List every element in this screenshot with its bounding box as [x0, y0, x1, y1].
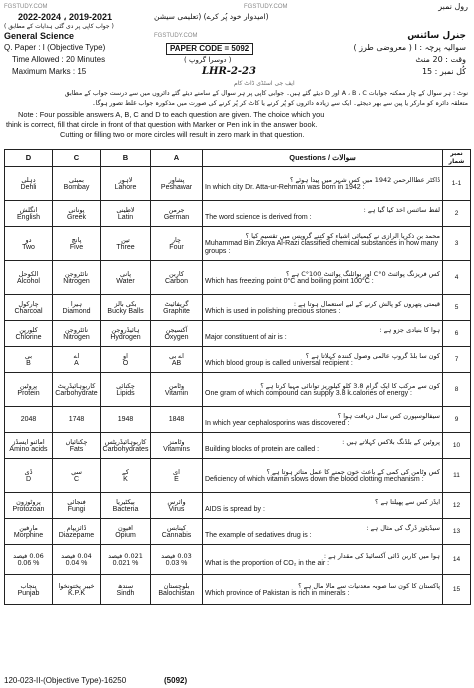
option-a [151, 407, 203, 433]
option-a-english: Peshawar [160, 183, 193, 191]
max-marks: Maximum Marks : 15 [12, 67, 87, 76]
option-b-urdu: بکی بالز [114, 299, 137, 308]
option-a [151, 545, 203, 575]
option-d-urdu: پروٹوزون [16, 497, 41, 506]
option-b-urdu: کاربوہائیڈریٹس [104, 437, 147, 446]
option-d [5, 227, 53, 261]
option-d-urdu: دو [25, 235, 32, 244]
question-urdu: پاکستان کا کون سا صوبہ معدنیات سے مالا مال ہے ؟ [298, 581, 440, 590]
option-c [53, 493, 101, 519]
question-english: One gram of which compound can supply 3.8 k.calories of energy : [205, 389, 412, 397]
question-row [5, 545, 471, 575]
question-english: The example of sedatives drug is : [205, 531, 312, 539]
question-number: 2 [443, 201, 471, 227]
option-b-english: Hydrogen [110, 333, 141, 341]
question-text [203, 433, 443, 459]
option-c-english: 1748 [68, 415, 85, 423]
subject-urdu: جنرل سائنس [407, 31, 466, 41]
option-a-english: Carbon [165, 277, 188, 285]
exam-paper: FGSTUDY.COM FGSTUDY.COM رول نمبر 2022-2024 ، 2019-2021 (امیدوار خود پُر کرے) (تعلیمی سیشن ( جواب کاپی پر دی گئی ہدایات کے مطابق ) General Science FGSTUDY.COM جنرل سائنس Q. Paper : I (Objective Type) PAPER CODE = 5092 سوالیہ پرچہ : I ( معروضی طرز ) Time Allowed : 20 Minutes ( دوسرا گروپ ) وقت : 20 منٹ Maximum Marks : 15 LHR-2-23 کُل نمبر : 15 ایف جی اسٹڈی ڈاٹ کام نوٹ : ہر سوال کے چار ممکنہ جوابات A ، B ، C اور D دیئے گئے ہیں۔ جوابی کاپی پر ہر سوال کے سامنے دیئے گئے دائروں میں سے درست جواب کے مطابق متعلقہ دائرہ کو مارکر یا پین سے بھر دیجئے۔ ایک سے زیادہ دائروں کو پُر کرنے یا کاٹ کر پُر کرنے کی صورت میں مذکورہ جواب غلط تصور ہوگا۔ Note : Four possible answers A, B, C and D to each question are given. The choice which you think is correct, fill that circle in front of that question with Marker or Pen ink in the answer book. Cutting or filling two or more circles will result in zero mark in that question. D C B A Questions / سوالات نمبر شمار دہلی Dehli بمبئی Bombay لاہور Lahore پشاور Peshawar ڈاکٹر عطاالرحمن 1942 میں کس شہر میں پیدا ہوئے ؟ In which city Dr. Atta-ur-Rehman was born in 1942 : 1-1 انگلش English یونانی Greek لاطینی Latin جرمن German لفظ سائنس اخذ کیا گیا ہے : The word science is derived from : 2 دو Two پانچ Five تین Three چار Four محمد بن ذکریا الرازی نے کیمیائی اشیاء کو کتنے گروپس میں تقسیم کیا ؟ Muhammad Bin Zikrya Al-Razi classified chemical substances in how many groups : 3 الکوحل Alcohol نائٹروجن Nitrogen پانی Water کاربن Carbon کس فریزنگ پوائنٹ 0°C اور بوائلنگ پوائنٹ 100°C ہے ؟ Which has freezing point 0°C and boiling point 100°C : 4 چارکول Charcoal ہیرا Diamond بکی بالز Bucky Balls گریفائیٹ Graphite قیمتی پتھروں کو پالش کرنے کے لیے استعمال ہوتا ہے : Which is used in polishing precious stones : 5 کلورین Chlorine نائٹروجن Nitrogen ہائیڈروجن Hydrogen آکسیجن Oxygen ہوا کا بنیادی جزو ہے : Major constituent of air is : 6 بی B اے A او O اے بی AB کون سا بلڈ گروپ عالمی وصول کنندہ کہلاتا ہے ؟ Which blood group is called universal recipient : 7 پروٹین Protein کاربوہائیڈریٹ Carbohydrate چکنائی Lipids وٹامن Vitamin کون سے مرکب کا ایک گرام 3.8 کلو کیلوریز توانائی مہیا کرتا ہے ؟ One gram of which compound can supply 3.8 k.calories of energy : 8 2048 1748 1948 1848 سیفالوسپورن کس سال دریافت ہوا ؟ In which year cephalosporins was discovered : 9 امائنو ایسڈز Amino acids چکنائیاں Fats کاربوہائیڈریٹس Carbohydrates وٹامنز Vitamins پروٹین کے بلڈنگ بلاکس کہلاتے ہیں : Building blocks of protein are called : 10 ڈی D سی C کے K ای E کس وٹامن کی کمی کے باعث خون جمنے کا عمل متاثر ہوتا ہے ؟ Deficiency of which vitamin slows down the blood clotting mechanism : 11 پروٹوزون Protozoan فنجائی Fungi بیکٹیریا Bacteria وائرس Virus ایڈز کس سے پھیلتا ہے ؟ AIDS is spread by : 12 مارفین Morphine ڈائزیپام Diazepame افیون Opium کینابس Cannabis سیڈیٹوز ڈرگ کی مثال ہے : The example of sedatives drug is : 13 0.06 فیصد 0.06 % 0.04 فیصد 0.04 % 0.021 فیصد 0.021 % 0.03 فیصد 0.03 % ہوا میں کاربن ڈائی آکسائیڈ کی مقدار ہے : What is the proportion of CO₂ in the air : 14 پنجاب Punjab خیبر پختونخوا K.P.K سندھ Sindh بلوچستان Balochistan پاکستان کا کون سا صوبہ معدنیات سے مالا مال ہے ؟ Which province of Pakistan is rich in minerals : 15 120-023-II-(Objective Type)-16250 (5092) [0, 0, 474, 688]
question-number: 11 [443, 459, 471, 493]
option-b-urdu: بیکٹیریا [116, 497, 135, 506]
question-number: 8 [443, 373, 471, 407]
option-b-english: Sindh [116, 589, 135, 597]
question-text [203, 575, 443, 605]
option-b-english: K [123, 475, 128, 483]
question-urdu: ایڈز کس سے پھیلتا ہے ؟ [374, 497, 440, 506]
option-b [101, 493, 151, 519]
option-a [151, 261, 203, 295]
question-text [203, 295, 443, 321]
option-a-urdu: ای [173, 467, 180, 476]
option-b [101, 373, 151, 407]
option-b [101, 347, 151, 373]
option-a-urdu: بلوچستان [163, 581, 190, 590]
option-d [5, 321, 53, 347]
question-row [5, 347, 471, 373]
time-urdu: وقت : 20 منٹ [415, 55, 466, 64]
option-b [101, 201, 151, 227]
question-number: 9 [443, 407, 471, 433]
option-d-english: Two [22, 243, 35, 251]
option-a-urdu: آکسیجن [165, 325, 188, 334]
question-urdu: کس وٹامن کی کمی کے باعث خون جمنے کا عمل متاثر ہوتا ہے ؟ [266, 467, 440, 476]
question-row [5, 295, 471, 321]
option-b [101, 459, 151, 493]
option-d-english: Punjab [17, 589, 40, 597]
option-a-urdu: وائرس [167, 497, 186, 506]
option-b-urdu: سندھ [117, 581, 134, 590]
option-a-english: German [163, 213, 190, 221]
question-english: Which blood group is called universal recipient : [205, 359, 353, 367]
option-a-english: 1848 [168, 415, 185, 423]
question-row [5, 519, 471, 545]
option-d-english: Morphine [13, 531, 44, 539]
option-c-english: Nitrogen [63, 277, 90, 285]
question-number: 15 [443, 575, 471, 605]
question-urdu: لفظ سائنس اخذ کیا گیا ہے : [363, 205, 440, 214]
option-d-english: English [17, 213, 40, 221]
option-b [101, 519, 151, 545]
question-urdu: محمد بن ذکریا الرازی نے کیمیائی اشیاء کو کتنے گروپس میں تقسیم کیا ؟ [245, 231, 440, 240]
question-text [203, 493, 443, 519]
option-b-urdu: چکنائی [116, 381, 135, 390]
option-c-english: Carbohydrate [55, 389, 98, 397]
option-c-urdu: نائٹروجن [64, 269, 89, 278]
question-english: Building blocks of protein are called : [205, 445, 320, 453]
option-c-english: Five [69, 243, 84, 251]
option-a-english: Virus [168, 505, 185, 513]
option-a-urdu: پشاور [168, 175, 185, 184]
option-b-urdu: لاطینی [116, 205, 135, 214]
footer-code: (5092) [164, 676, 188, 685]
option-d [5, 347, 53, 373]
option-d [5, 433, 53, 459]
option-b-english: Water [116, 277, 135, 285]
option-c-urdu: فنجائی [67, 497, 86, 506]
option-d-urdu: بی [24, 351, 33, 360]
option-d-urdu: چارکول [18, 299, 39, 308]
option-c-english: A [74, 359, 79, 367]
option-c [53, 459, 101, 493]
question-row [5, 321, 471, 347]
option-a [151, 347, 203, 373]
option-d-urdu: ڈی [24, 467, 33, 476]
question-text [203, 261, 443, 295]
option-c [53, 201, 101, 227]
subject-english: General Science [4, 31, 75, 41]
option-a [151, 519, 203, 545]
option-d [5, 493, 53, 519]
option-d-urdu: پنجاب [20, 581, 37, 590]
option-d-urdu: 0.06 فیصد [13, 551, 44, 560]
question-urdu: کس فریزنگ پوائنٹ 0°C اور بوائلنگ پوائنٹ 100°C ہے ؟ [286, 269, 440, 278]
option-d [5, 459, 53, 493]
option-d-urdu: امائنو ایسڈز [12, 437, 45, 446]
option-a [151, 295, 203, 321]
column-questions-header: Questions / سوالات [203, 150, 443, 167]
option-b [101, 321, 151, 347]
question-number: 13 [443, 519, 471, 545]
option-c-english: K.P.K [68, 589, 85, 597]
option-b [101, 227, 151, 261]
option-b [101, 433, 151, 459]
paper-english: Q. Paper : I (Objective Type) [4, 43, 106, 52]
option-a [151, 575, 203, 605]
option-a-urdu: کاربن [169, 269, 184, 278]
option-a-english: E [174, 475, 179, 483]
option-b-urdu: 0.021 فیصد [108, 551, 143, 560]
option-d-urdu: مارفین [19, 523, 38, 532]
option-c-urdu: پانچ [71, 235, 82, 244]
option-b [101, 295, 151, 321]
option-a-urdu: اے بی [169, 351, 184, 360]
question-text [203, 545, 443, 575]
option-c-urdu: سی [71, 467, 82, 476]
question-number: 1-1 [443, 167, 471, 201]
watermark-mid: FGSTUDY.COM [154, 33, 198, 39]
question-row [5, 433, 471, 459]
question-text [203, 347, 443, 373]
question-english: Major constituent of air is : [205, 333, 287, 341]
question-row [5, 575, 471, 605]
option-c-urdu: اے [73, 351, 80, 360]
group-urdu: ( دوسرا گروپ ) [184, 56, 232, 64]
question-number: 7 [443, 347, 471, 373]
question-text [203, 227, 443, 261]
option-d-urdu: الکوحل [18, 269, 39, 278]
sessions: 2022-2024 ، 2019-2021 [18, 12, 112, 22]
option-c-english: Nitrogen [63, 333, 90, 341]
option-d-english: Protozoan [12, 505, 45, 513]
option-b-english: O [122, 359, 129, 367]
column-c-header: C [53, 150, 101, 167]
option-c [53, 575, 101, 605]
option-d-english: Protein [17, 389, 40, 397]
option-d [5, 373, 53, 407]
questions-body [5, 167, 471, 605]
option-a-english: Balochistan [158, 589, 195, 597]
question-english: Which has freezing point 0°C and boiling point 100°C : [205, 277, 374, 285]
question-english: In which year cephalosporins was discovered : [205, 419, 350, 427]
option-c [53, 545, 101, 575]
question-row [5, 407, 471, 433]
question-row [5, 373, 471, 407]
question-urdu: سیڈیٹوز ڈرگ کی مثال ہے : [366, 523, 440, 532]
option-a-english: AB [171, 359, 182, 367]
question-number: 14 [443, 545, 471, 575]
question-english: Deficiency of which vitamin slows down the blood clotting mechanism : [205, 475, 424, 483]
option-c [53, 295, 101, 321]
option-d [5, 295, 53, 321]
question-urdu: پروٹین کے بلڈنگ بلاکس کہلاتے ہیں : [342, 437, 440, 446]
question-text [203, 167, 443, 201]
option-d-english: Alcohol [17, 277, 40, 285]
question-english: Which province of Pakistan is rich in minerals : [205, 589, 350, 597]
option-b-urdu: افیون [117, 523, 133, 532]
option-c [53, 347, 101, 373]
question-text [203, 373, 443, 407]
option-b-english: Lahore [114, 183, 137, 191]
option-b-english: Three [116, 243, 135, 251]
option-b-english: Carbohydrates [102, 445, 149, 453]
option-d [5, 519, 53, 545]
option-d-english: 0.06 % [17, 559, 40, 567]
handwritten-code: LHR-2-23 [202, 66, 256, 77]
question-text [203, 519, 443, 545]
option-d [5, 407, 53, 433]
option-a-urdu: کینابس [166, 523, 187, 532]
question-row [5, 459, 471, 493]
column-b-header: B [101, 150, 151, 167]
time-allowed: Time Allowed : 20 Minutes [12, 55, 106, 64]
option-d-urdu: دہلی [21, 175, 36, 184]
option-c-urdu: خیبر پختونخوا [58, 581, 95, 590]
option-a-urdu: وٹامنز [168, 437, 185, 446]
option-d-english: Charcoal [14, 307, 43, 315]
option-a [151, 321, 203, 347]
option-a-english: Cannabis [161, 531, 192, 539]
question-english: AIDS is spread by : [205, 505, 265, 513]
option-d-english: D [25, 475, 32, 483]
option-c-urdu: بمبئی [69, 175, 84, 184]
option-a [151, 373, 203, 407]
option-c-urdu: نائٹروجن [64, 325, 89, 334]
option-b-urdu: پانی [119, 269, 132, 278]
option-d [5, 575, 53, 605]
question-text [203, 459, 443, 493]
table-header-row [5, 150, 471, 167]
option-b-english: Bucky Balls [107, 307, 144, 315]
option-a [151, 459, 203, 493]
option-d [5, 167, 53, 201]
question-urdu: ہوا کا بنیادی جزو ہے : [379, 325, 440, 334]
question-urdu: کون سے مرکب کا ایک گرام 3.8 کلو کیلوریز توانائی مہیا کرتا ہے ؟ [260, 381, 440, 390]
column-a-header: A [151, 150, 203, 167]
question-text [203, 201, 443, 227]
option-b [101, 261, 151, 295]
option-c-english: Fats [69, 445, 84, 453]
option-c-urdu: ہیرا [70, 299, 83, 308]
option-c-english: Diazepame [58, 531, 95, 539]
option-d-english: 2048 [20, 415, 37, 423]
question-english: In which city Dr. Atta-ur-Rehman was born in 1942 : [205, 183, 365, 191]
question-number: 3 [443, 227, 471, 261]
option-d [5, 201, 53, 227]
question-number: 4 [443, 261, 471, 295]
option-b [101, 167, 151, 201]
option-b [101, 545, 151, 575]
question-urdu: کون سا بلڈ گروپ عالمی وصول کنندہ کہلاتا ہے ؟ [305, 351, 440, 360]
option-d-urdu: کلورین [19, 325, 38, 334]
question-row [5, 493, 471, 519]
option-b [101, 575, 151, 605]
footer-left: 120-023-II-(Objective Type)-16250 [4, 676, 127, 685]
question-text [203, 407, 443, 433]
column-number-header: نمبر شمار [443, 150, 471, 167]
paper-urdu: سوالیہ پرچہ : I ( معروضی طرز ) [353, 43, 466, 52]
option-c [53, 519, 101, 545]
option-b [101, 407, 151, 433]
option-b-urdu: لاہور [118, 175, 133, 184]
option-a-urdu: وٹامن [168, 381, 185, 390]
question-number: 10 [443, 433, 471, 459]
option-a-english: Four [169, 243, 184, 251]
option-c-english: Greek [66, 213, 87, 221]
option-d [5, 261, 53, 295]
question-english: Muhammad Bin Zikrya Al-Razi classified chemical substances in how many groups : [205, 239, 439, 255]
option-c-english: Fungi [67, 505, 86, 513]
option-a [151, 201, 203, 227]
question-urdu: قیمتی پتھروں کو پالش کرنے کے لیے استعمال ہوتا ہے : [293, 299, 440, 308]
option-c-urdu: یونانی [68, 205, 85, 214]
option-a [151, 227, 203, 261]
question-row [5, 201, 471, 227]
question-english: The word science is derived from : [205, 213, 312, 221]
option-a-urdu: چار [171, 235, 182, 244]
option-b-english: 1948 [117, 415, 134, 423]
option-b-urdu: تین [121, 235, 130, 244]
question-english: What is the proportion of CO₂ in the air : [205, 559, 330, 567]
option-b-urdu: او [123, 351, 128, 360]
option-c [53, 407, 101, 433]
question-number: 5 [443, 295, 471, 321]
option-a [151, 167, 203, 201]
option-a-urdu: گریفائیٹ [164, 299, 189, 308]
question-row [5, 261, 471, 295]
option-b-english: Bacteria [112, 505, 139, 513]
option-c-urdu: کاربوہائیڈریٹ [57, 381, 96, 390]
option-b-english: Opium [115, 531, 136, 539]
option-d-english: Dehli [20, 183, 37, 191]
option-d-english: Amino acids [9, 445, 48, 453]
option-c-english: Diamond [62, 307, 91, 315]
option-c [53, 321, 101, 347]
option-d [5, 545, 53, 575]
option-c-urdu: 0.04 فیصد [61, 551, 92, 560]
option-b-english: Lipids [116, 389, 135, 397]
option-c-urdu: چکنائیاں [65, 437, 88, 446]
option-b-english: 0.021 % [112, 559, 139, 567]
option-a-english: Graphite [163, 307, 190, 315]
watermark-left: FGSTUDY.COM [4, 4, 48, 10]
option-b-urdu: ہائیڈروجن [111, 325, 140, 334]
question-number: 6 [443, 321, 471, 347]
question-urdu: سیفالوسپورن کس سال دریافت ہوا ؟ [337, 411, 440, 420]
option-b-urdu: کے [122, 467, 129, 476]
question-row [5, 227, 471, 261]
question-urdu: ڈاکٹر عطاالرحمن 1942 میں کس شہر میں پیدا ہوئے ؟ [289, 175, 440, 184]
option-d-urdu: پروٹین [19, 381, 38, 390]
question-row [5, 167, 471, 201]
option-a-english: Oxygen [164, 333, 189, 341]
option-c [53, 227, 101, 261]
option-d-english: Chlorine [15, 333, 42, 341]
option-a-urdu: 0.03 فیصد [161, 551, 192, 560]
option-c-english: C [73, 475, 80, 483]
option-a [151, 433, 203, 459]
question-number: 12 [443, 493, 471, 519]
roll-no-label: رول نمبر [438, 2, 468, 11]
option-c [53, 167, 101, 201]
option-c-urdu: ڈائزیپام [66, 523, 87, 532]
sessions-sub-urdu: ( جواب کاپی پر دی گئی ہدایات کے مطابق ) [4, 23, 114, 30]
option-a [151, 493, 203, 519]
option-a-english: Vitamins [163, 445, 190, 453]
option-d-urdu: انگلش [19, 205, 38, 214]
option-a-english: 0.03 % [165, 559, 188, 567]
watermark-right: FGSTUDY.COM [244, 4, 288, 10]
question-english: Which is used in polishing precious stones : [205, 307, 341, 315]
option-c [53, 373, 101, 407]
option-c-english: Bombay [63, 183, 90, 191]
question-urdu: ہوا میں کاربن ڈائی آکسائیڈ کی مقدار ہے : [323, 551, 440, 560]
option-d-english: B [26, 359, 31, 367]
option-c [53, 261, 101, 295]
option-c-english: 0.04 % [65, 559, 88, 567]
questions-table [4, 149, 471, 605]
option-c [53, 433, 101, 459]
option-a-urdu: جرمن [168, 205, 185, 214]
marks-urdu: کُل نمبر : 15 [421, 67, 466, 76]
option-a-english: Vitamin [164, 389, 189, 397]
board-urdu: ایف جی اسٹڈی ڈاٹ کام [234, 80, 295, 87]
sessions-urdu: (امیدوار خود پُر کرے) (تعلیمی سیشن [154, 12, 269, 21]
paper-code: PAPER CODE = 5092 [166, 43, 253, 55]
option-b-english: Latin [117, 213, 134, 221]
column-d-header: D [5, 150, 53, 167]
question-text [203, 321, 443, 347]
